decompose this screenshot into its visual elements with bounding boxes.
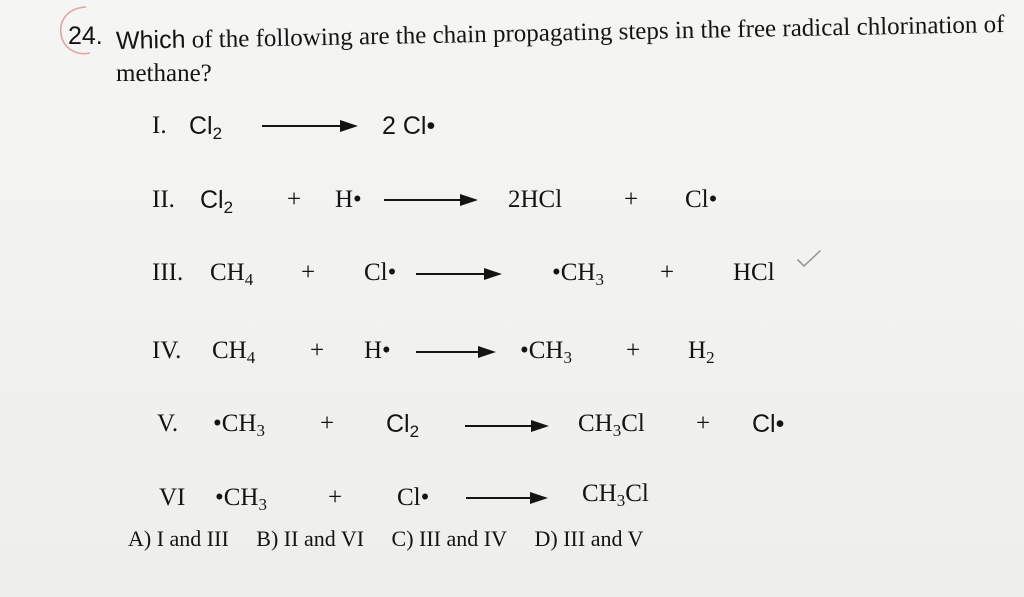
reaction-5-reactant2-base: Cl — [386, 410, 410, 438]
reaction-4-product2-base: H — [688, 337, 707, 364]
reaction-6-arrow — [466, 492, 548, 504]
reaction-5-product1-sub: 3 — [612, 421, 622, 440]
reaction-4-product1-base: •CH — [520, 337, 564, 364]
reaction-1-reactant-sub: 2 — [212, 124, 223, 143]
reaction-5-arrow — [465, 420, 549, 432]
reaction-1-product: 2 Cl• — [382, 112, 436, 140]
reaction-2-product1: 2HCl — [508, 186, 563, 213]
reaction-4-product1-sub: 3 — [563, 348, 572, 367]
reaction-4-product1 — [520, 337, 572, 365]
reaction-3-reactant1-sub: 4 — [244, 270, 254, 289]
checkmark-icon — [796, 248, 822, 270]
reaction-3-product1-base: •CH — [552, 259, 596, 286]
answer-options — [128, 526, 665, 552]
reaction-2-product2: Cl• — [685, 186, 718, 213]
reaction-6-reactant1-sub: 3 — [258, 495, 267, 514]
reaction-5-product1-base: CH — [578, 410, 613, 437]
reaction-3-product1-sub: 3 — [595, 270, 604, 289]
reaction-2-reactant1 — [200, 186, 233, 215]
reaction-6-reactant2: Cl• — [397, 484, 430, 511]
option-d[interactable]: D) III and V — [534, 526, 644, 551]
reaction-4-plus2: + — [626, 337, 641, 364]
reaction-6-plus1: + — [328, 484, 343, 511]
reaction-5-label: V. — [157, 410, 179, 437]
reaction-3-reactant1-base: CH — [210, 259, 245, 286]
reaction-5-reactant2-sub: 2 — [409, 422, 420, 441]
reaction-6-product1-base: CH — [582, 480, 617, 507]
reaction-5-plus2: + — [696, 410, 711, 437]
question-text-line1 — [116, 10, 1005, 56]
question-number: 24. — [68, 22, 103, 50]
reaction-4-plus1: + — [310, 337, 325, 364]
option-b[interactable]: B) II and VI — [256, 526, 365, 551]
reaction-1-label: I. — [152, 112, 167, 139]
reaction-2-reactant1-base: Cl — [200, 186, 224, 214]
reaction-2-reactant1-sub: 2 — [223, 198, 234, 217]
reaction-5-reactant1 — [213, 410, 265, 438]
reaction-2-arrow — [384, 194, 478, 206]
reaction-3-product1 — [552, 259, 604, 287]
question-text-line2: methane? — [116, 60, 212, 87]
question-text-first-word: Which — [115, 25, 186, 55]
reaction-2-label: II. — [152, 186, 175, 213]
reaction-5-product1-tail: Cl — [621, 410, 645, 437]
option-c[interactable]: C) III and IV — [391, 526, 507, 551]
reaction-4-product2 — [688, 337, 715, 365]
reaction-5-product1 — [578, 410, 645, 438]
reaction-4-reactant2: H• — [364, 337, 391, 364]
reaction-1-reactant — [189, 112, 222, 141]
reaction-3-plus2: + — [660, 259, 675, 286]
reaction-4-product2-sub: 2 — [706, 348, 715, 367]
reaction-3-reactant2: Cl• — [364, 259, 397, 286]
reaction-6-reactant1-base: •CH — [215, 484, 259, 511]
reaction-5-plus1: + — [320, 410, 335, 437]
reaction-4-label: IV. — [152, 337, 182, 364]
reaction-2-plus2: + — [624, 186, 639, 213]
reaction-6-product1 — [582, 480, 649, 508]
reaction-6-reactant1 — [215, 484, 267, 512]
option-a[interactable]: A) I and III — [128, 526, 229, 551]
reaction-3-plus1: + — [301, 259, 316, 286]
reaction-3-reactant1 — [210, 259, 253, 287]
question-text-rest: of the following are the chain propagating steps in the free radical chlorination of — [185, 10, 1005, 54]
reaction-5-product2: Cl• — [752, 410, 785, 438]
reaction-5-reactant1-sub: 3 — [256, 421, 265, 440]
reaction-4-arrow — [416, 346, 496, 358]
reaction-4-reactant1 — [212, 337, 255, 365]
reaction-6-product1-tail: Cl — [625, 480, 649, 507]
reaction-2-plus1: + — [287, 186, 302, 213]
reaction-4-reactant1-sub: 4 — [246, 348, 256, 367]
reaction-1-arrow — [262, 120, 358, 132]
reaction-5-reactant2 — [386, 410, 419, 439]
reaction-1-reactant-base: Cl — [189, 112, 213, 140]
reaction-5-reactant1-base: •CH — [213, 410, 257, 437]
reaction-4-reactant1-base: CH — [212, 337, 247, 364]
reaction-2-reactant2: H• — [335, 186, 362, 213]
reaction-6-label: VI — [159, 484, 186, 511]
reaction-3-arrow — [416, 268, 502, 280]
reaction-6-product1-sub: 3 — [616, 491, 626, 510]
reaction-3-label: III. — [152, 259, 184, 286]
reaction-3-product2: HCl — [733, 259, 775, 286]
